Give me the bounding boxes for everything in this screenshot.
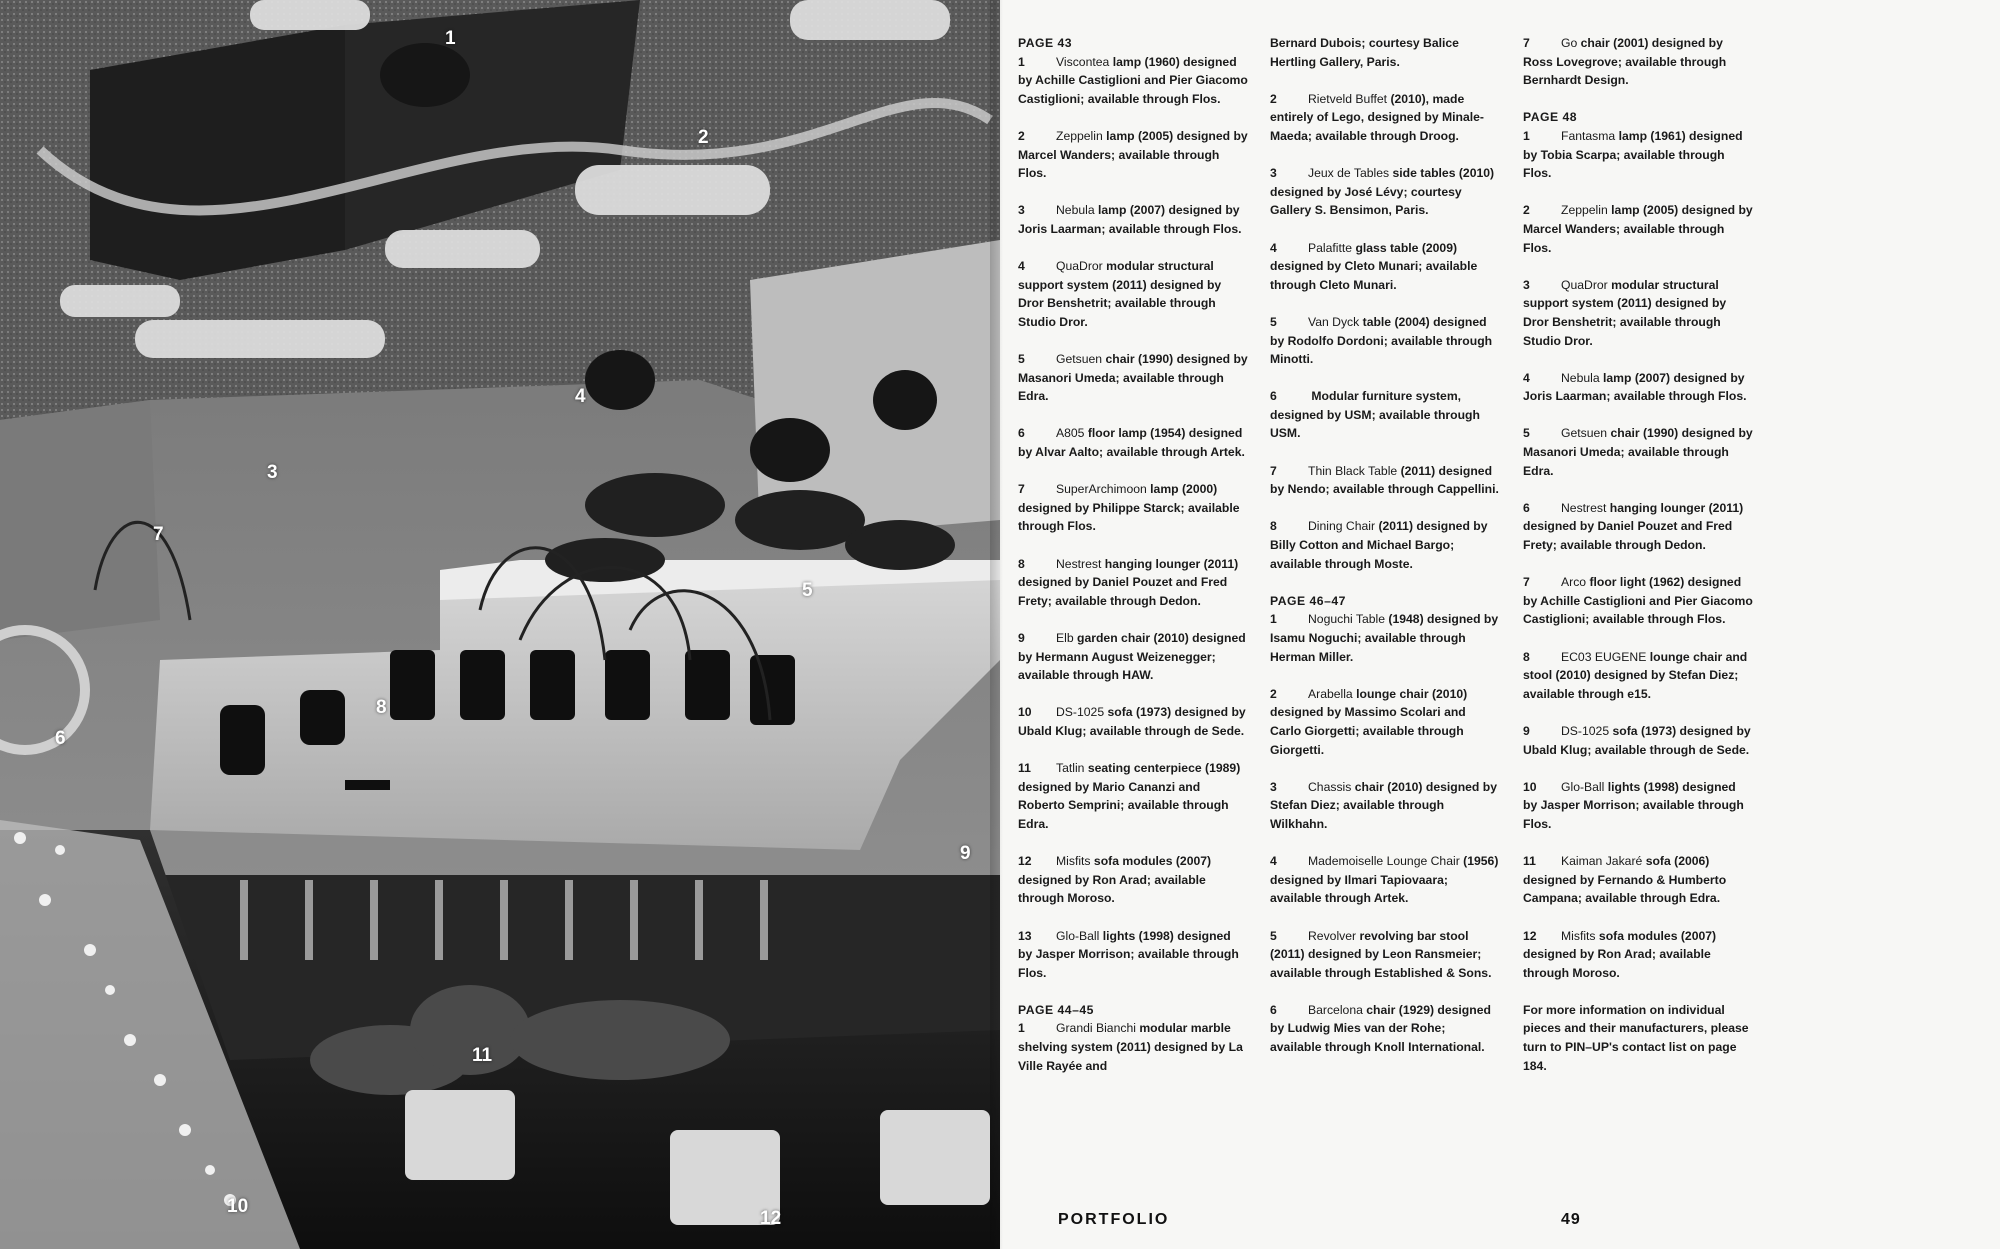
credit-item-name: DS-1025 — [1056, 705, 1105, 720]
credit-item-name: Grandi Bianchi — [1056, 1021, 1136, 1036]
credit-number: 12 — [1018, 854, 1032, 869]
credit-entry — [1270, 685, 1500, 759]
credit-item-name: Misfits — [1056, 854, 1091, 869]
credit-item-name: Getsuen — [1056, 352, 1103, 367]
credit-entry — [1018, 201, 1248, 238]
credit-item-name: Barcelona — [1308, 1002, 1363, 1017]
credit-number: 4 — [1270, 854, 1277, 869]
credit-number: 1 — [1270, 612, 1277, 627]
credit-details: sofa (2006) designed by Fernando & Humberto Campana; available through Edra. — [1523, 854, 1727, 906]
credit-details: modular structural support system (2011) designed by Dror Benshetrit; available through Studio Dror. — [1018, 259, 1222, 329]
credit-entry — [1523, 648, 1753, 704]
credit-details: lamp (1961) designed by Tobia Scarpa; available through Flos. — [1523, 128, 1743, 181]
credit-number: 9 — [1523, 723, 1530, 738]
credit-number: 5 — [1523, 426, 1530, 441]
credit-details: chair (1990) designed by Masanori Umeda; available through Edra. — [1523, 426, 1753, 478]
photo-label-9: 9 — [960, 843, 971, 864]
credit-details: (2010), made entirely of Lego, designed by Minale-Maeda; available through Droog. — [1270, 91, 1484, 143]
credit-entry — [1018, 703, 1248, 740]
credit-number: 9 — [1018, 631, 1025, 645]
credit-item-name: Thin Black Table — [1308, 463, 1398, 478]
credit-entry — [1523, 369, 1753, 406]
credit-entry — [1018, 759, 1248, 833]
credit-details: lamp (2000) designed by Philippe Starck; available through Flos. — [1018, 482, 1240, 534]
credit-number: 4 — [1523, 370, 1530, 385]
photo-label-12: 12 — [760, 1208, 782, 1229]
credit-number: 12 — [1523, 928, 1537, 943]
photo-label-11: 11 — [472, 1045, 493, 1066]
credit-details: (1956) designed by Ilmari Tapiovaara; available through Artek. — [1270, 854, 1499, 906]
credit-details: chair (2010) designed by Stefan Diez; available through Wilkhahn. — [1270, 779, 1497, 831]
credit-item-name: Misfits — [1561, 928, 1596, 943]
credit-number: 7 — [1018, 482, 1025, 497]
credit-entry — [1270, 610, 1500, 666]
credit-item-name: Nebula — [1056, 203, 1095, 218]
credit-number: 10 — [1018, 705, 1032, 720]
credit-entry — [1270, 313, 1500, 369]
credit-number: 8 — [1270, 519, 1277, 534]
credit-entry — [1018, 927, 1248, 983]
credit-entry — [1523, 201, 1753, 257]
credit-item-name: Arabella — [1308, 686, 1353, 701]
credit-item-name: Glo-Ball — [1561, 779, 1605, 794]
credit-details: modular marble shelving system (2011) designed by La Ville Rayée and — [1018, 1021, 1243, 1073]
credit-item-name: Kaiman Jakaré — [1561, 854, 1643, 869]
photo-label-10: 10 — [227, 1196, 249, 1217]
credit-entry — [1523, 499, 1753, 555]
credit-number: 8 — [1523, 649, 1530, 664]
credit-item-name: Rietveld Buffet — [1308, 91, 1388, 106]
photo-label-7: 7 — [153, 524, 164, 545]
credit-details: lamp (2007) designed by Joris Laarman; available through Flos. — [1523, 370, 1747, 404]
credit-item-name: Mademoiselle Lounge Chair — [1308, 854, 1460, 869]
credit-details: chair (1929) designed by Ludwig Mies van der Rohe; available through Knoll International. — [1270, 1002, 1491, 1055]
credit-details: sofa (1973) designed by Ubald Klug; available through de Sede. — [1018, 705, 1246, 738]
credit-entry — [1018, 350, 1248, 406]
credit-number: 2 — [1270, 91, 1277, 106]
credit-item-name: Tatlin — [1056, 761, 1085, 776]
credit-entry — [1270, 517, 1500, 573]
photo-label-2: 2 — [698, 127, 709, 148]
credit-item-name: Nestrest — [1056, 556, 1102, 571]
credit-entry — [1523, 927, 1753, 983]
credit-number: 7 — [1270, 463, 1277, 478]
credit-details: side tables (2010) designed by José Lévy; courtesy Gallery S. Bensimon, Paris. — [1270, 166, 1495, 218]
credit-item-name: Arco — [1561, 575, 1587, 590]
page-gutter — [990, 0, 1012, 1249]
credit-item-name: Chassis — [1308, 779, 1352, 794]
credit-entry — [1018, 53, 1248, 109]
photo-label-8: 8 — [376, 697, 387, 718]
credit-entry — [1270, 90, 1500, 146]
credit-item-name: A805 — [1056, 426, 1085, 441]
credit-entry — [1270, 164, 1500, 220]
credit-item-name: SuperArchimoon — [1056, 482, 1147, 497]
credit-number: 6 — [1018, 426, 1025, 441]
credit-entry — [1018, 629, 1248, 685]
credit-list — [1018, 53, 1248, 983]
credit-number: 7 — [1523, 36, 1530, 50]
credit-number: 13 — [1018, 928, 1032, 943]
credit-details: seating centerpiece (1989) designed by Mario Cananzi and Roberto Semprini; available through Edra. — [1018, 761, 1241, 831]
credit-number: 5 — [1270, 928, 1277, 943]
credit-entry — [1270, 239, 1500, 295]
credit-list — [1523, 34, 1753, 90]
credit-item-name: Dining Chair — [1308, 519, 1376, 534]
credit-entry — [1270, 927, 1500, 983]
credit-number: 1 — [1523, 128, 1530, 143]
credit-details: sofa modules (2007) designed by Ron Arad; available through Moroso. — [1523, 928, 1717, 980]
credit-details: lights (1998) designed by Jasper Morrison; available through Flos. — [1523, 779, 1744, 831]
credit-number: 5 — [1270, 314, 1277, 329]
credit-details: lounge chair (2010) designed by Massimo Scolari and Carlo Giorgetti; available through Giorgetti. — [1270, 686, 1468, 757]
credit-entry — [1523, 424, 1753, 480]
credit-item-name: Jeux de Tables — [1308, 166, 1390, 181]
credit-entry — [1523, 276, 1753, 350]
credit-details: lamp (2007) designed by Joris Laarman; available through Flos. — [1018, 203, 1242, 236]
credit-details: garden chair (2010) designed by Hermann August Weizenegger; available through HAW. — [1018, 631, 1246, 683]
credit-entry — [1270, 852, 1500, 908]
credit-details: glass table (2009) designed by Cleto Munari; available through Cleto Munari. — [1270, 240, 1478, 292]
credit-number: 8 — [1018, 556, 1025, 571]
credit-continuation: Bernard Dubois; courtesy Balice Hertling Gallery, Paris. — [1270, 36, 1459, 69]
credit-entry — [1018, 1019, 1248, 1075]
credit-item-name: Van Dyck — [1308, 314, 1360, 329]
credit-number: 5 — [1018, 352, 1025, 367]
credit-list — [1270, 90, 1500, 573]
credit-item-name: Revolver — [1308, 928, 1357, 943]
credit-details: floor lamp (1954) designed by Alvar Aalto; available through Artek. — [1018, 426, 1245, 460]
credit-entry — [1523, 778, 1753, 834]
credit-details: floor light (1962) designed by Achille Castiglioni and Pier Giacomo Castiglioni; available through Flos. — [1523, 575, 1753, 627]
credit-details: lounge chair and stool (2010) designed by Stefan Diez; available through e15. — [1523, 649, 1748, 701]
credit-number: 3 — [1018, 203, 1025, 218]
contact-note: For more information on individual pieces and their manufacturers, please turn to PIN–UP's contact list on page 184. — [1523, 1002, 1749, 1073]
credit-item-name: Fantasma — [1561, 128, 1616, 143]
credit-item-name: EC03 EUGENE — [1561, 649, 1647, 664]
credit-entry — [1523, 573, 1753, 629]
page-heading: PAGE 48 — [1523, 110, 1578, 125]
credit-number: 2 — [1018, 128, 1025, 143]
credit-entry — [1270, 387, 1500, 443]
credit-details: (1948) designed by Isamu Noguchi; available through Herman Miller. — [1270, 612, 1499, 664]
credit-item-name: Viscontea — [1056, 54, 1110, 69]
credit-entry — [1523, 127, 1753, 183]
credit-number: 4 — [1018, 259, 1025, 274]
credit-number: 6 — [1270, 1002, 1277, 1017]
photo-label-3: 3 — [267, 462, 278, 483]
credit-number: 1 — [1018, 1021, 1025, 1036]
credit-details: lamp (2005) designed by Marcel Wanders; available through Flos. — [1018, 128, 1248, 181]
credit-item-name: QuaDror — [1056, 259, 1103, 274]
credit-item-name: Zeppelin — [1056, 128, 1103, 143]
credit-details: lamp (1960) designed by Achille Castiglioni and Pier Giacomo Castiglioni; available through Flos. — [1018, 54, 1248, 106]
credit-list — [1018, 1019, 1248, 1075]
credits-column-2 — [1270, 34, 1500, 1075]
credit-list — [1270, 610, 1500, 1056]
credit-item-name: Getsuen — [1561, 426, 1608, 441]
credit-entry — [1523, 722, 1753, 759]
page-number: 49 — [1561, 1211, 1581, 1228]
credit-item-name: Noguchi Table — [1308, 612, 1386, 627]
credit-number: 7 — [1523, 575, 1530, 590]
credit-entry — [1270, 1001, 1500, 1057]
page-heading: PAGE 43 — [1018, 36, 1073, 50]
credit-details: Modular furniture system, designed by USM; available through USM. — [1270, 389, 1480, 441]
credit-item-name: Nestrest — [1561, 500, 1607, 515]
credit-item-name: QuaDror — [1561, 277, 1608, 292]
page-heading: PAGE 44–45 — [1018, 1002, 1094, 1017]
credit-details: lamp (2005) designed by Marcel Wanders; available through Flos. — [1523, 203, 1753, 255]
credit-number: 2 — [1270, 686, 1277, 701]
credit-number: 3 — [1270, 779, 1277, 794]
credit-item-name: Palafitte — [1308, 240, 1353, 255]
credit-entry — [1523, 852, 1753, 908]
credit-entry — [1018, 127, 1248, 183]
credit-number: 3 — [1523, 277, 1530, 292]
credit-details: (2011) designed by Nendo; available through Cappellini. — [1270, 463, 1499, 497]
credits-column-1 — [1018, 34, 1248, 1094]
credit-details: chair (2001) designed by Ross Lovegrove; available through Bernhardt Design. — [1523, 36, 1727, 88]
credit-entry — [1018, 852, 1248, 908]
page-heading: PAGE 46–47 — [1270, 593, 1346, 608]
credit-item-name: Nebula — [1561, 370, 1600, 385]
credit-number: 1 — [1018, 54, 1025, 69]
credit-number: 3 — [1270, 166, 1277, 181]
credit-number: 10 — [1523, 779, 1537, 794]
photo-label-1: 1 — [445, 28, 456, 49]
credit-number: 4 — [1270, 240, 1277, 255]
credit-entry — [1018, 555, 1248, 611]
credit-details: hanging lounger (2011) designed by Daniel Pouzet and Fred Frety; available through Dedon. — [1523, 500, 1744, 553]
credit-entry — [1523, 34, 1753, 90]
credit-details: sofa (1973) designed by Ubald Klug; available through de Sede. — [1523, 723, 1751, 757]
credit-number: 2 — [1523, 203, 1530, 218]
credit-details: sofa modules (2007) designed by Ron Arad; available through Moroso. — [1018, 854, 1212, 906]
credit-details: modular structural support system (2011) designed by Dror Benshetrit; available through Studio Dror. — [1523, 277, 1727, 348]
credit-details: chair (1990) designed by Masanori Umeda; available through Edra. — [1018, 352, 1248, 404]
credit-entry — [1270, 778, 1500, 834]
credit-entry — [1018, 480, 1248, 536]
credit-number: 11 — [1018, 761, 1031, 776]
credit-details: lights (1998) designed by Jasper Morrison; available through Flos. — [1018, 928, 1239, 980]
section-title: PORTFOLIO — [1058, 1211, 1170, 1228]
credit-number: 6 — [1523, 500, 1530, 515]
credit-entry — [1018, 424, 1248, 461]
credit-item-name: Elb — [1056, 631, 1074, 645]
credit-item-name: DS-1025 — [1561, 723, 1610, 738]
credit-number: 11 — [1523, 854, 1536, 869]
credit-entry — [1018, 257, 1248, 331]
credit-number: 6 — [1270, 389, 1277, 404]
credit-details: revolving bar stool (2011) designed by Leon Ransmeier; available through Established & Sons. — [1270, 928, 1492, 980]
credit-details: table (2004) designed by Rodolfo Dordoni; available through Minotti. — [1270, 314, 1493, 367]
credits-column-3 — [1523, 34, 1753, 1075]
photo-label-6: 6 — [55, 728, 66, 749]
credit-entry — [1270, 462, 1500, 499]
credit-item-name: Zeppelin — [1561, 203, 1608, 218]
photo-label-5: 5 — [802, 580, 813, 601]
credit-details: (2011) designed by Billy Cotton and Michael Bargo; available through Moste. — [1270, 519, 1488, 571]
credit-item-name: Glo-Ball — [1056, 928, 1100, 943]
photo-label-4: 4 — [575, 386, 586, 407]
credit-item-name: Go — [1561, 36, 1578, 50]
credit-details: hanging lounger (2011) designed by Daniel Pouzet and Fred Frety; available through Dedon. — [1018, 556, 1239, 608]
credit-list — [1523, 127, 1753, 982]
